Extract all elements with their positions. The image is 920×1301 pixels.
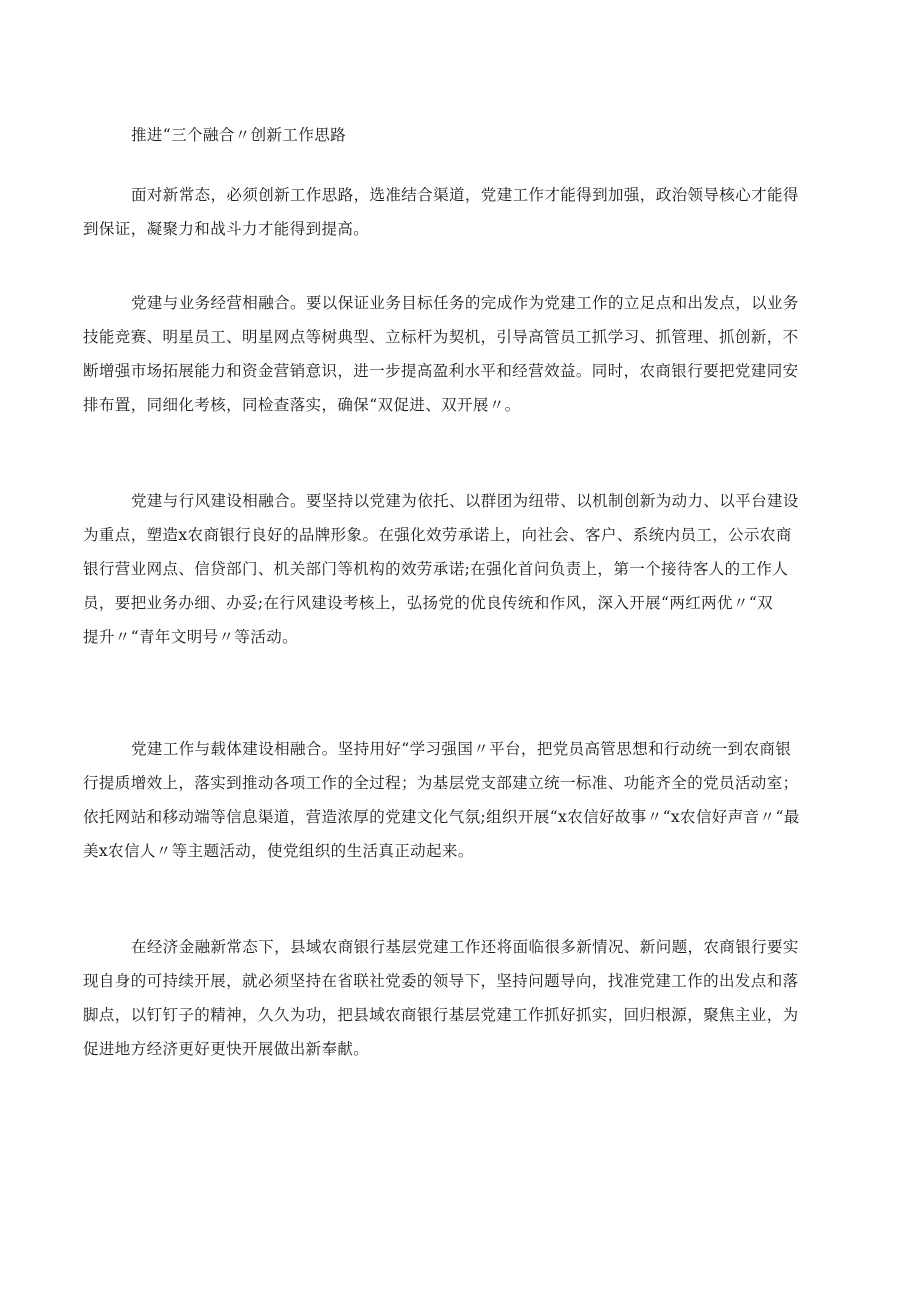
document-heading: [83, 118, 843, 152]
paragraph-business-integration: [83, 286, 843, 422]
paragraph-line: 在经济金融新常态下，县域农商银行基层党建工作还将面临很多新情况、新问题，农商银行要实: [131, 938, 799, 956]
paragraph-conclusion: [83, 930, 843, 1066]
paragraph-line: 现自身的可持续开展，就必须坚持在省联社党委的领导下，坚持问题导向，找准党建工作的出发点和落: [83, 972, 799, 990]
heading-text: 推进“三个融合〃创新工作思路: [131, 126, 347, 144]
paragraph-new-normal: [83, 178, 843, 246]
paragraph-line: 依托网站和移动端等信息渠道，营造浓厚的党建文化气氛;组织开展“x农信好故事〃“x农信好声音〃“最: [83, 808, 800, 826]
paragraph-line: 断增强市场拓展能力和资金营销意识，进一步提高盈利水平和经营效益。同时，农商银行要把党建同安: [83, 362, 799, 380]
paragraph-line: 党建与业务经营相融合。要以保证业务目标任务的完成作为党建工作的立足点和出发点，以业务: [131, 294, 799, 312]
paragraph-line: 员，要把业务办细、办妥;在行风建设考核上，弘扬党的优良传统和作风，深入开展“两红两优〃“双: [83, 594, 774, 612]
paragraph-line: 脚点，以钉钉子的精神，久久为功，把县域农商银行基层党建工作抓好抓实，回归根源，聚焦主业，为: [83, 1006, 799, 1024]
paragraph-line: 行提质增效上，落实到推动各项工作的全过程；为基层党支部建立统一标准、功能齐全的党员活动室；: [83, 774, 799, 792]
paragraph-line: 党建与行风建设相融合。要坚持以党建为依托、以群团为纽带、以机制创新为动力、以平台建设: [131, 492, 799, 510]
paragraph-line: 提升〃“青年文明号〃等活动。: [83, 628, 299, 646]
paragraph-line: 到保证，凝聚力和战斗力才能得到提高。: [83, 220, 370, 238]
paragraph-line: 为重点，塑造x农商银行良好的品牌形象。在强化效劳承诺上，向社会、客户、系统内员工，公示农商: [83, 526, 792, 544]
paragraph-line: 银行营业网点、信贷部门、机关部门等机构的效劳承诺;在强化首问负责上，第一个接待客人的工作人: [83, 560, 789, 578]
paragraph-conduct-integration: [83, 484, 843, 654]
paragraph-line: 技能竞赛、明星员工、明星网点等树典型、立标杆为契机，引导高管员工抓学习、抓管理、抓创新，不: [83, 328, 799, 346]
paragraph-line: 面对新常态，必须创新工作思路，选准结合渠道，党建工作才能得到加强，政治领导核心才能得: [131, 186, 799, 204]
paragraph-carrier-integration: [83, 732, 843, 868]
paragraph-line: 美x农信人〃等主题活动，使党组织的生活真正动起来。: [83, 842, 474, 860]
paragraph-line: 促进地方经济更好更快开展做出新奉献。: [83, 1040, 370, 1058]
paragraph-line: 排布置，同细化考核，同检查落实，确保“双促进、双开展〃。: [83, 396, 521, 414]
paragraph-line: 党建工作与载体建设相融合。坚持用好“学习强国〃平台，把党员高管思想和行动统一到农商银: [131, 740, 792, 758]
